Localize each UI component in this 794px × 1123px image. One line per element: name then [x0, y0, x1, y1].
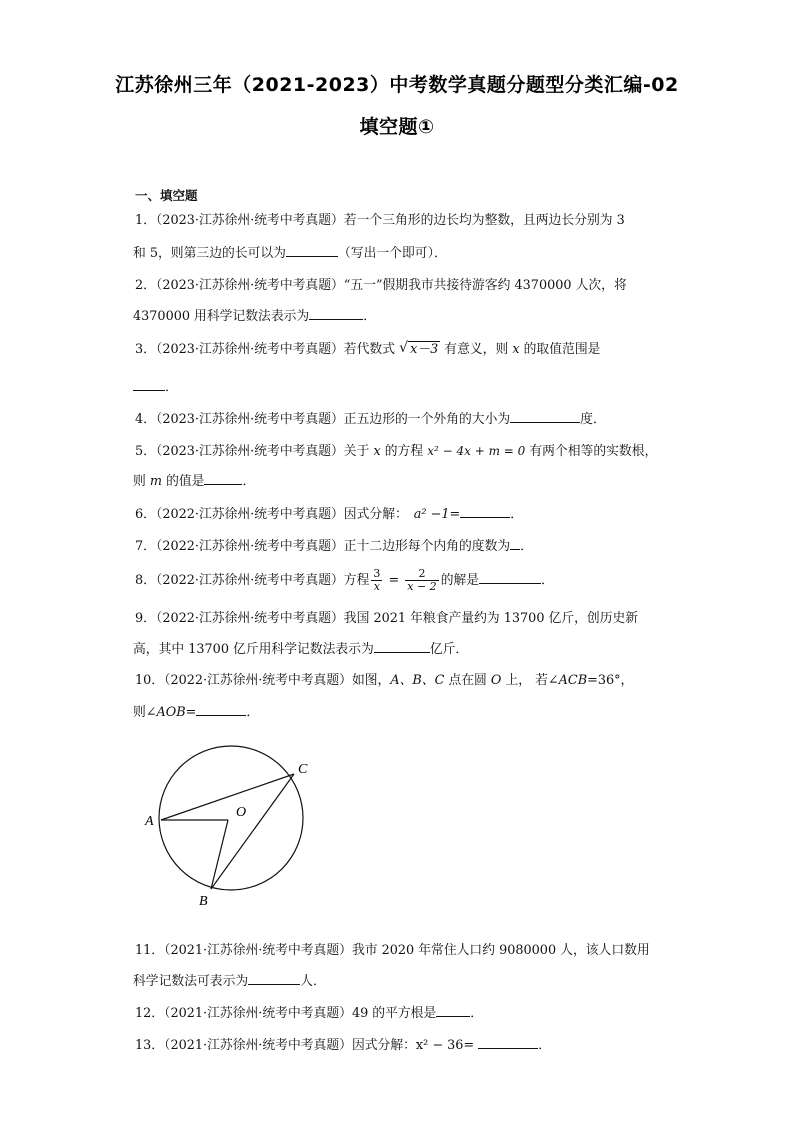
- q10-tail: ．: [246, 705, 260, 720]
- q9-text: 高，其中 13700 亿斤用科学记数法表示为: [133, 642, 374, 657]
- segment-bc: [211, 774, 294, 889]
- answer-blank-4[interactable]: [510, 410, 580, 423]
- quadratic-equation: x² − 4x + m = 0: [427, 444, 526, 458]
- q7-text: 7．（2022·江苏徐州·统考中考真题）正十二边形每个内角的度数为: [135, 539, 511, 554]
- question-13: [135, 1036, 551, 1055]
- q12-text: 12．（2021·江苏徐州·统考中考真题）49 的平方根是: [135, 1006, 437, 1021]
- q8-tail: ．: [541, 573, 554, 588]
- q13-text: 13．（2021·江苏徐州·统考中考真题）因式分解：x² − 36=: [135, 1038, 479, 1053]
- q2-text: 4370000 用科学记数法表示为: [133, 309, 310, 324]
- question-5-line-2: [133, 472, 255, 491]
- label-c: C: [298, 762, 308, 777]
- answer-blank-11[interactable]: [248, 972, 300, 985]
- factor-expression: a² −1=: [413, 507, 461, 522]
- question-3-line-1: [135, 341, 600, 359]
- q10-text-e: 则∠: [133, 705, 157, 720]
- answer-blank-9[interactable]: [374, 640, 430, 653]
- answer-blank-8[interactable]: [479, 571, 541, 584]
- answer-blank-2[interactable]: [309, 307, 363, 320]
- q6-tail: ．: [510, 507, 524, 522]
- q12-tail: ．: [470, 1006, 484, 1021]
- q3-text-c: 的取值范围是: [519, 342, 601, 357]
- fraction-right-denominator: x − 2: [407, 580, 437, 593]
- q4-tail: 度．: [580, 412, 606, 427]
- answer-blank-3[interactable]: [133, 378, 165, 391]
- angle-acb: ACB: [558, 673, 588, 688]
- answer-blank-10[interactable]: [196, 703, 246, 716]
- fraction-left: [371, 568, 382, 593]
- question-6: [135, 505, 523, 524]
- q1-tail: （写出一个即可）．: [337, 246, 447, 261]
- question-1-line-1: 1．（2023·江苏徐州·统考中考真题）若一个三角形的边长均为整数，且两边长分别为 3: [135, 213, 625, 228]
- label-o: O: [236, 805, 247, 820]
- document-title: 江苏徐州三年（2021-2023）中考数学真题分题型分类汇编-02: [115, 74, 679, 96]
- question-9-line-2: [133, 640, 468, 659]
- question-2-line-2: [133, 307, 376, 326]
- q10-text-b: 点在圆: [444, 673, 491, 688]
- answer-blank-12[interactable]: [436, 1004, 470, 1017]
- question-2-line-1: 2．（2023·江苏徐州·统考中考真题）“五一”假期我市共接待游客约 4370000 人次，将: [135, 278, 627, 293]
- answer-blank-7[interactable]: [510, 537, 520, 550]
- question-10-line-2: [133, 703, 259, 722]
- q13-tail: ．: [538, 1038, 552, 1053]
- question-3-line-2: [133, 378, 178, 397]
- q1-text: 和 5，则第三边的长可以为: [133, 246, 286, 261]
- q7-tail: ．: [520, 539, 533, 554]
- section-heading: 一、填空题: [135, 188, 198, 203]
- q8-text: 8．（2022·江苏徐州·统考中考真题）方程: [135, 573, 370, 588]
- question-1-line-2: [133, 244, 447, 263]
- fraction-right-numerator: 2: [405, 568, 438, 581]
- label-b: B: [199, 894, 208, 909]
- segment-ob: [211, 820, 228, 889]
- question-9-line-1: 9．（2022·江苏徐州·统考中考真题）我国 2021 年粮食产量约为 13700 亿斤，创历史新: [135, 611, 639, 626]
- var-m: m: [149, 474, 163, 489]
- q8-text-b: 的解是: [440, 573, 480, 588]
- segment-ac: [161, 774, 294, 820]
- question-11-line-1: 11．（2021·江苏徐州·统考中考真题）我市 2020 年常住人口约 9080000 人，该人口数用: [135, 943, 650, 958]
- fraction-right: [405, 568, 438, 593]
- q11-tail: 人．: [300, 974, 326, 989]
- points-abc: A、B、C: [390, 673, 445, 688]
- answer-blank-13[interactable]: [478, 1036, 538, 1049]
- q5-text-e: 的值是: [162, 474, 205, 489]
- circle-figure: [140, 745, 330, 915]
- question-10-line-1: [135, 672, 633, 690]
- label-a: A: [145, 814, 154, 829]
- q5-text-c: 有两个相等的实数根，: [525, 444, 658, 459]
- circle-o: [159, 746, 303, 890]
- q5-text: 5．（2023·江苏徐州·统考中考真题）关于: [135, 444, 374, 459]
- answer-blank-6[interactable]: [460, 505, 510, 518]
- q11-text: 科学记数法可表示为: [133, 974, 249, 989]
- var-x: x: [512, 342, 520, 357]
- angle-aob: AOB: [156, 705, 186, 720]
- q3-text: 3．（2023·江苏徐州·统考中考真题）若代数式: [135, 342, 400, 357]
- q3-text-b: 有意义，则: [440, 342, 513, 357]
- question-5-line-1: [135, 442, 657, 461]
- q10-text: 10．（2022·江苏徐州·统考中考真题）如图，: [135, 673, 391, 688]
- q4-text: 4．（2023·江苏徐州·统考中考真题）正五边形的一个外角的大小为: [135, 412, 511, 427]
- q5-tail: ．: [242, 474, 256, 489]
- q10-text-f: =: [185, 705, 197, 720]
- q9-tail: 亿斤．: [429, 642, 469, 657]
- q2-tail: ．: [363, 309, 377, 324]
- q5-text-d: 则: [133, 474, 150, 489]
- question-12: [135, 1004, 483, 1023]
- question-4: [135, 410, 606, 429]
- var-x: x: [373, 444, 381, 459]
- question-8: [135, 566, 554, 596]
- q3-tail: ．: [165, 380, 178, 395]
- document-subtitle: 填空题①: [359, 116, 435, 138]
- q5-text-b: 的方程: [380, 444, 428, 459]
- q10-text-d: =36°，: [587, 673, 634, 688]
- question-7: [135, 537, 533, 556]
- equals-sign: =: [384, 573, 404, 588]
- center-o: O: [490, 673, 502, 688]
- answer-blank-1[interactable]: [286, 244, 338, 257]
- q6-text: 6．（2022·江苏徐州·统考中考真题）因式分解：: [135, 507, 408, 522]
- q10-text-c: 上， 若∠: [501, 673, 559, 688]
- fraction-left-denominator: x: [373, 580, 381, 593]
- fraction-left-numerator: 3: [373, 567, 381, 580]
- radicand: x－3: [410, 342, 439, 357]
- question-11-line-2: [133, 972, 326, 991]
- answer-blank-5[interactable]: [204, 472, 242, 485]
- sqrt-expression: √ x－3: [399, 340, 439, 357]
